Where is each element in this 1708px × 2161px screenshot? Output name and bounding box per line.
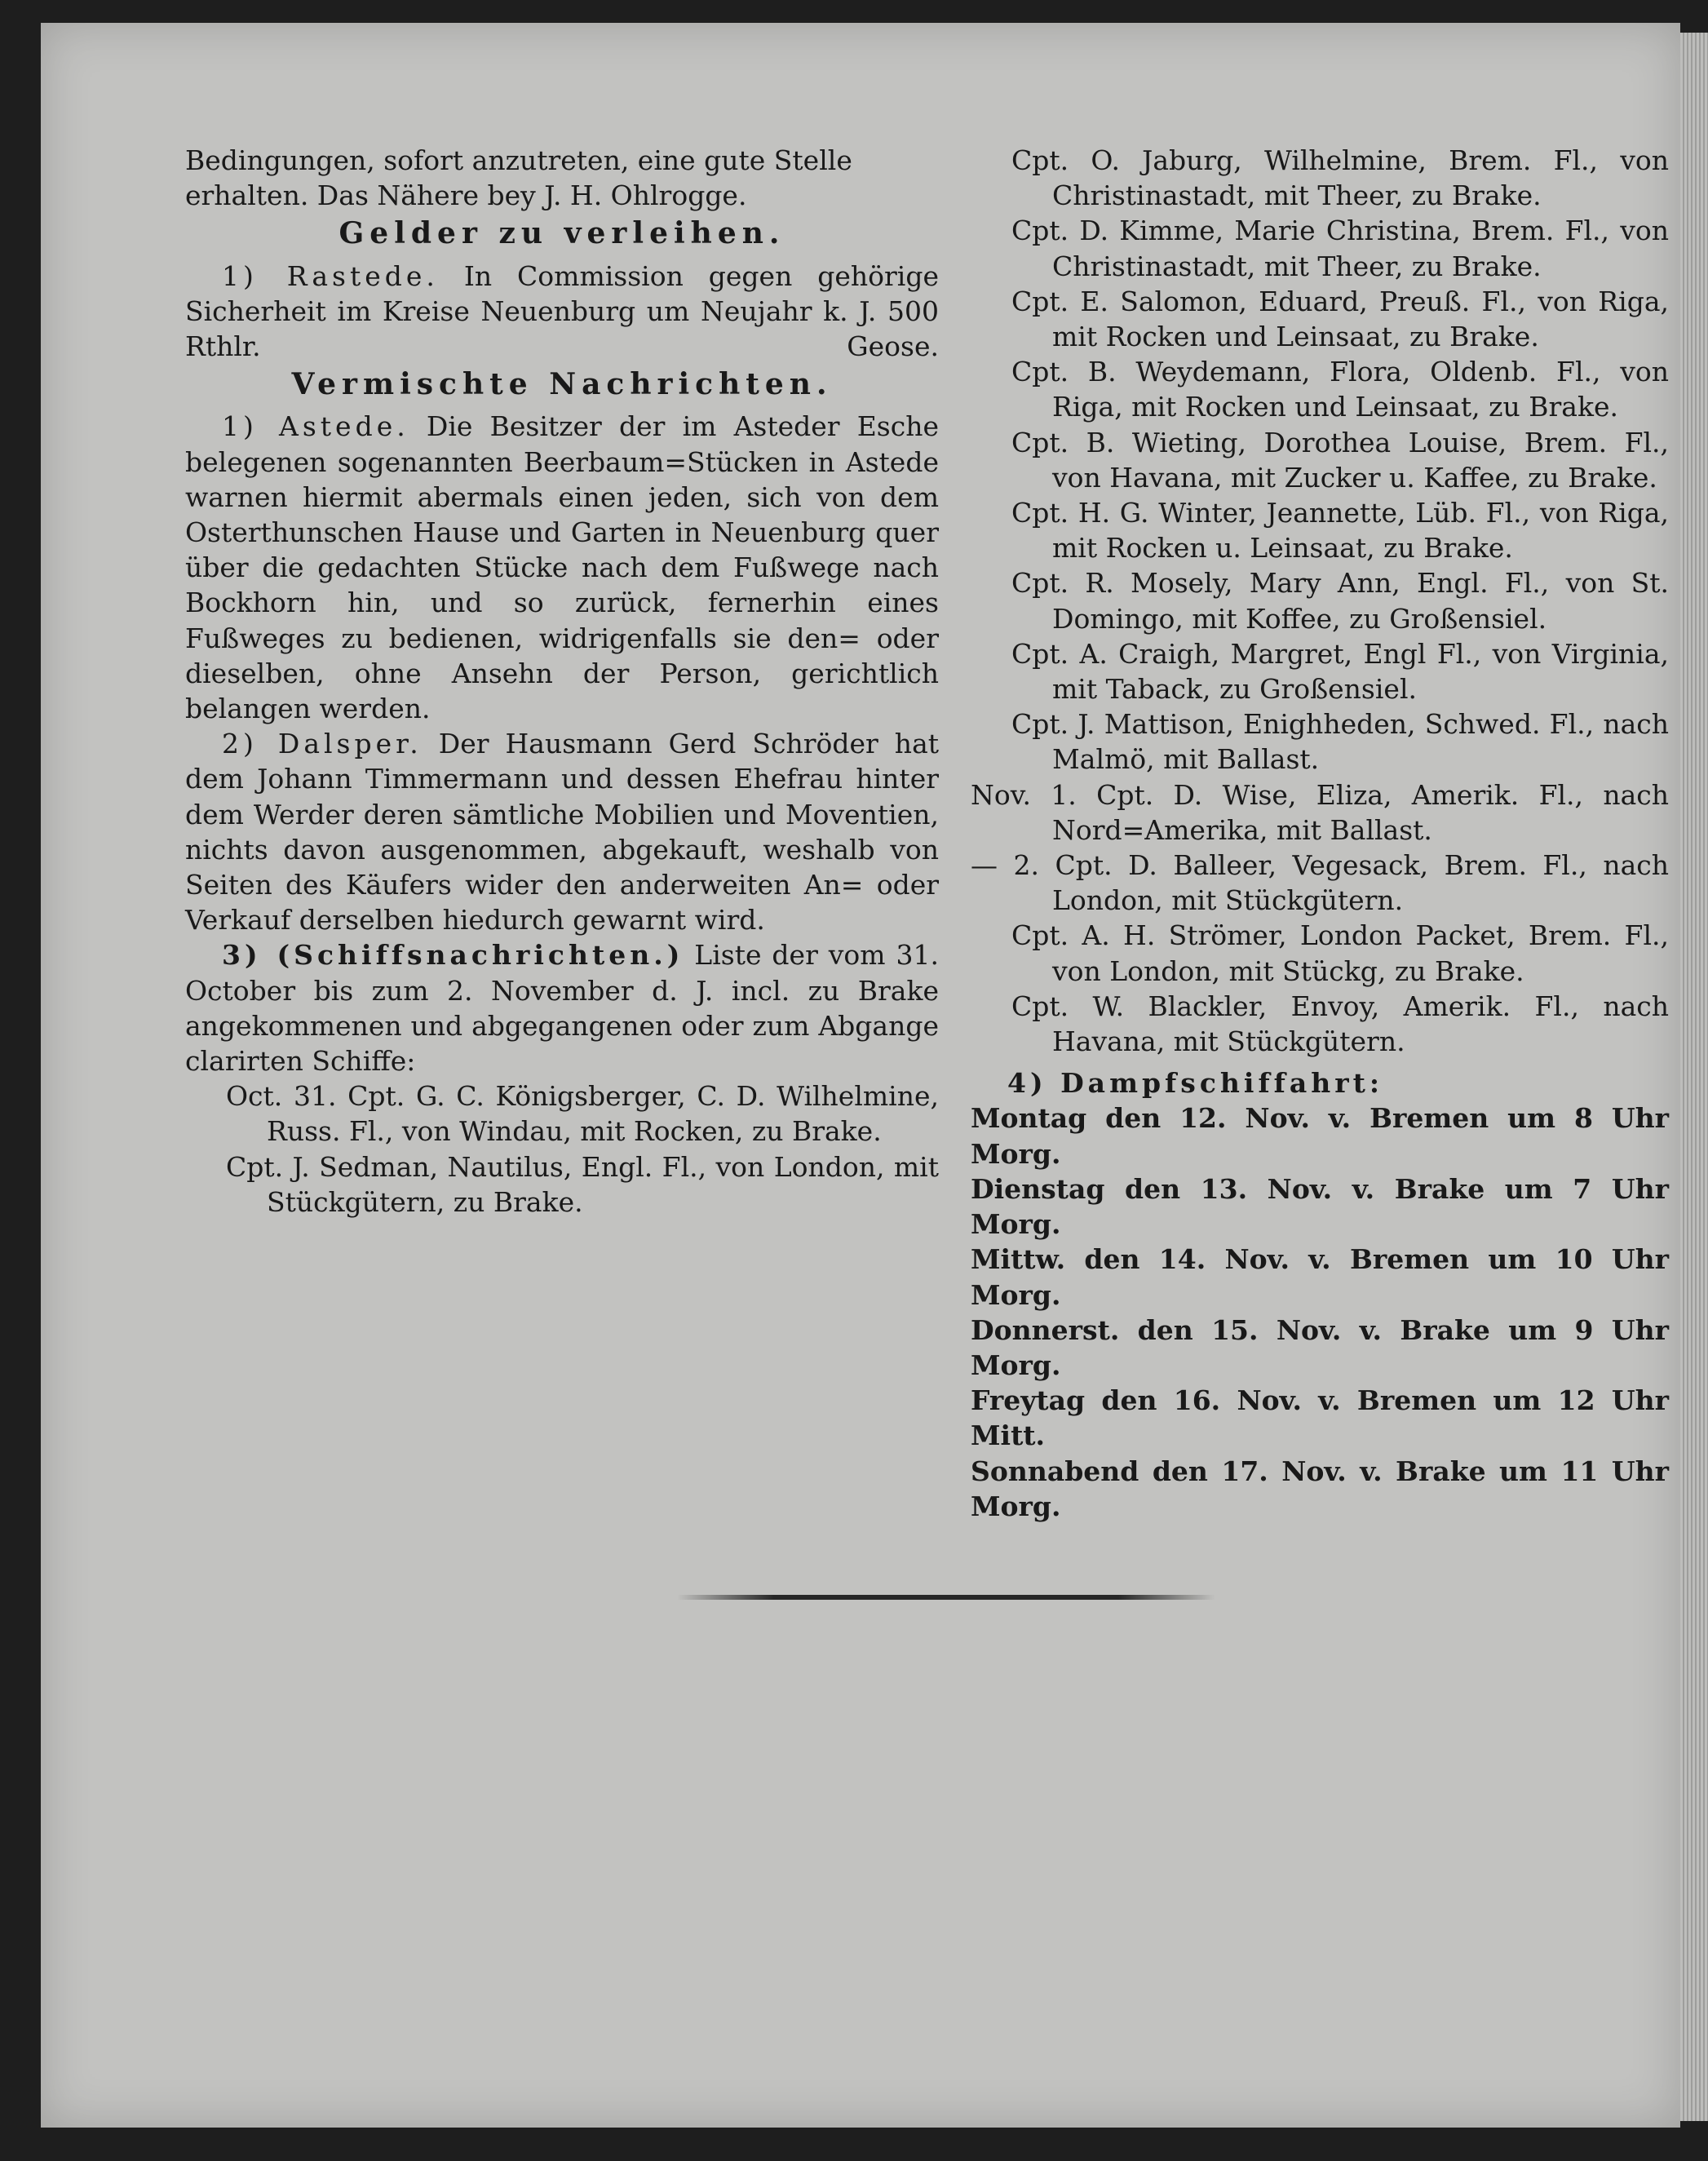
verm-2-text: Der Hausmann Gerd Schröder hat dem Johann Timmermann und dessen Ehefrau hinter dem Werder deren sämtliche Mobilien und Moventien, nichts davon ausgenommen, abgekauft, weshalb von Seiten des Käufers wider den anderweiten An= oder Verkauf derselben hiedurch gewarnt wird. <box>185 728 939 937</box>
top-line-1: Bedingungen, sofort anzutreten, eine gute Stelle <box>185 144 852 176</box>
verm-item-2 <box>185 726 939 937</box>
verm-heading: Vermischte Nachrichten. <box>291 367 833 402</box>
ship-entry: Cpt. J. Mattison, Enighheden, Schwed. Fl., nach Malmö, mit Ballast. <box>1011 708 1669 776</box>
nov2-entry <box>971 848 1669 918</box>
schedule-line: Mittw. den 14. Nov. v. Bremen um 10 Uhr Morg. <box>971 1243 1669 1311</box>
schedule-line: Sonnabend den 17. Nov. v. Brake um 11 Uhr Morg. <box>971 1455 1669 1522</box>
geld-place: 1) Rastede. <box>222 259 439 292</box>
sedman-entry: Cpt. J. Sedman, Nautilus, Engl. Fl., von London, mit Stückgütern, zu Brake. <box>226 1150 939 1218</box>
page-edge <box>1680 33 1708 2121</box>
ship-entry: Cpt. R. Mosely, Mary Ann, Engl. Fl., von St. Domingo, mit Koffee, zu Großensiel. <box>1011 567 1669 635</box>
nov1-text: Cpt. D. Wise, Eliza, Amerik. Fl., nach Nord=Amerika, mit Ballast. <box>1052 778 1669 846</box>
verm-2-place: 2) Dalsper. <box>222 728 423 760</box>
left-column <box>185 143 939 1220</box>
right-column <box>971 143 1669 1524</box>
nov2-date: — 2. <box>971 849 1039 882</box>
ship-entry: Cpt. H. G. Winter, Jeannette, Lüb. Fl., von Riga, mit Rocken u. Leinsaat, zu Brake. <box>1011 497 1669 565</box>
oct-date: Oct. 31. <box>226 1080 337 1113</box>
ship-entry: Cpt. A. H. Strömer, London Packet, Brem. Fl., von London, mit Stückg, zu Brake. <box>1011 919 1669 987</box>
section-divider-rule <box>677 1595 1215 1600</box>
geld-item <box>185 259 939 365</box>
nov1-date: Nov. 1. <box>971 778 1077 811</box>
ship-entry: Cpt. O. Jaburg, Wilhelmine, Brem. Fl., von Christinastadt, mit Theer, zu Brake. <box>1011 144 1669 212</box>
oct-entry <box>185 1078 939 1149</box>
schedule-line: Donnerst. den 15. Nov. v. Brake um 9 Uhr Morg. <box>971 1313 1669 1381</box>
geld-sign: Geose. <box>847 330 939 363</box>
geld-text: In Commission gegen gehörige Sicherheit im Kreise Neuenburg um Neujahr k. J. 500 Rthlr. <box>185 259 939 363</box>
ship-entry: Cpt. A. Craigh, Margret, Engl Fl., von Virginia, mit Taback, zu Großensiel. <box>1011 637 1669 706</box>
schedule-line: Montag den 12. Nov. v. Bremen um 8 Uhr Morg. <box>971 1102 1669 1170</box>
ship-entry: Cpt. W. Blackler, Envoy, Amerik. Fl., nach Havana, mit Stückgütern. <box>1011 990 1669 1058</box>
verm-1-place: 1) Astede. <box>222 410 409 443</box>
geld-heading: Gelder zu verleihen. <box>339 216 785 251</box>
verm-item-3 <box>185 937 939 1078</box>
ship-entry: Cpt. B. Wieting, Dorothea Louise, Brem. Fl., von Havana, mit Zucker u. Kaffee, zu Brake. <box>1011 426 1669 494</box>
nov1-entry <box>971 777 1669 848</box>
dampf-heading: 4) Dampfschiffahrt: <box>1007 1067 1384 1100</box>
verm-3-text: Liste der vom 31. October bis zum 2. November d. J. incl. zu Brake angekommenen und abgegangenen oder zum Abgange clarirten Schiffe: <box>185 939 939 1078</box>
verm-item-1 <box>185 409 939 726</box>
oct-text: Cpt. G. C. Königsberger, C. D. Wilhelmine, Russ. Fl., von Windau, mit Rocken, zu Brake. <box>267 1080 940 1148</box>
ship-entry: Cpt. E. Salomon, Eduard, Preuß. Fl., von Riga, mit Rocken und Leinsaat, zu Brake. <box>1011 285 1669 353</box>
verm-1-text: Die Besitzer der im Asteder Esche belegenen sogenannten Beerbaum=Stücken in Astede warnen hiermit abermals einen jeden, sich von dem Osterthunschen Hause und Garten in Neuenburg quer über die gedachten Stücke nach dem Fußwege nach Bockhorn hin, und so zurück, fernerhin eines Fußweges zu bedienen, widrigenfalls sie den= oder dieselben, ohne Ansehn der Person, gerichtlich belangen werden. <box>185 410 940 725</box>
verm-3-label: 3) (Schiffsnachrichten.) <box>222 939 684 972</box>
ship-entry: Cpt. B. Weydemann, Flora, Oldenb. Fl., von Riga, mit Rocken und Leinsaat, zu Brake. <box>1011 356 1669 423</box>
ship-entry: Cpt. D. Kimme, Marie Christina, Brem. Fl., von Christinastadt, mit Theer, zu Brake. <box>1011 215 1669 282</box>
schedule-line: Dienstag den 13. Nov. v. Brake um 7 Uhr Morg. <box>971 1172 1669 1241</box>
nov2-text: Cpt. D. Balleer, Vegesack, Brem. Fl., nach London, mit Stückgütern. <box>1052 849 1669 917</box>
schedule-line: Freytag den 16. Nov. v. Bremen um 12 Uhr Mitt. <box>971 1384 1669 1452</box>
top-line-2: erhalten. Das Nähere bey J. H. Ohlrogge. <box>185 179 747 212</box>
